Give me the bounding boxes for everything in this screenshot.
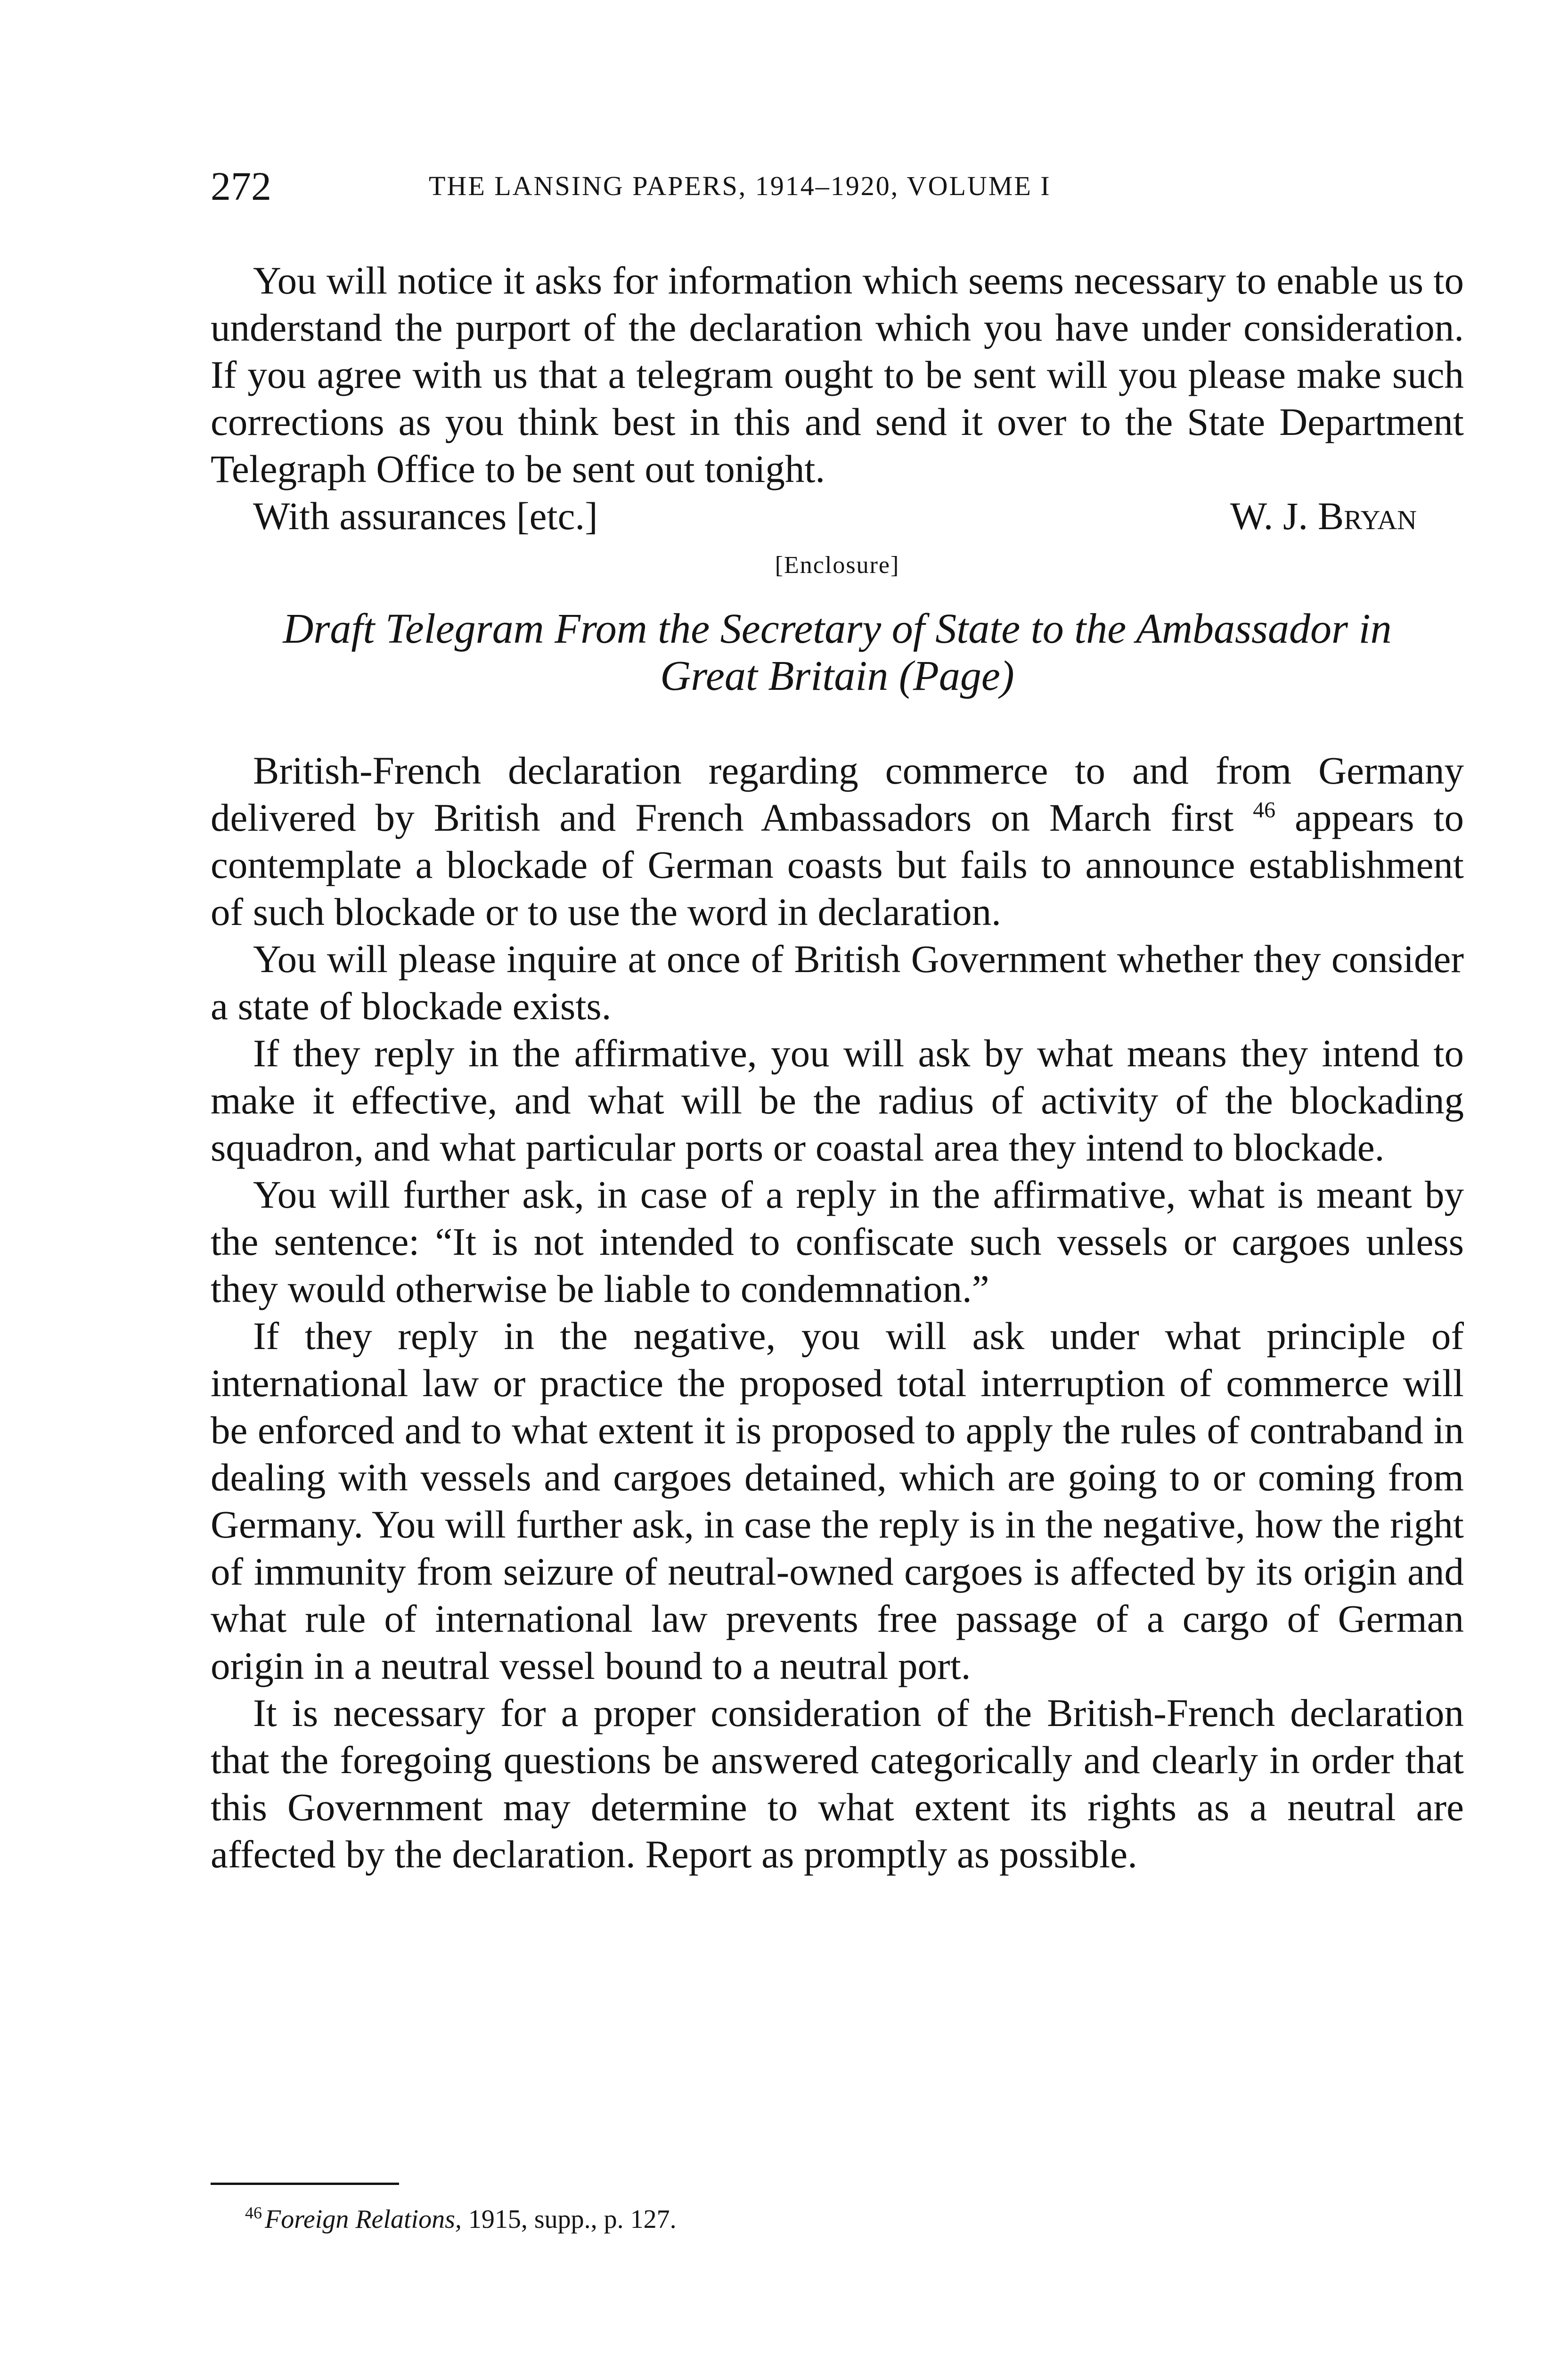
footnote [245, 2198, 677, 2241]
letter-closing: With assurances [etc.] [253, 494, 598, 538]
page-header [211, 160, 1464, 212]
letter-paragraph: You will notice it asks for information which seems necessary to enable us to understand the purport of the declaration which you have under consideration. If you agree with us that a telegram ought to be sent will you please make such corrections as you think best in this and send it over to the State Department Telegraph Office to be sent out tonight. [211, 259, 1464, 491]
enclosure-paragraph: You will please inquire at once of British Government whether they consider a state of blockade exists. [211, 937, 1464, 1028]
enclosure-title-line: Great Britain (Page) [660, 653, 1014, 699]
enclosure-paragraph: It is necessary for a proper consideration of the British-French declaration that the foregoing questions be answered categorically and clearly in order that this Government may determine to what extent its rights as a neutral are affected by the declaration. Report as promptly as possible. [211, 1691, 1464, 1876]
footnote-source: Foreign Relations, [265, 2205, 462, 2234]
page-number: 272 [211, 164, 271, 209]
letter-signer: W. J. Bryan [1230, 494, 1417, 538]
enclosure-paragraph: If they reply in the negative, you will ask under what principle of international law or practice the proposed total interruption of commerce will be enforced and to what extent it is proposed to apply the rules of contraband in dealing with vessels and cargoes detained, which are going to or coming from Germany. You will further ask, in case the reply is in the negative, how the right of immunity from seizure of neutral-owned cargoes is affected by its origin and what rule of international law prevents free passage of a cargo of German origin in a neutral vessel bound to a neutral port. [211, 1314, 1464, 1687]
enclosure-paragraph [211, 747, 1464, 935]
footnote-mark: 46 [245, 2203, 262, 2223]
enclosure-title-line: Draft Telegram From the Secretary of State to the Ambassador in [283, 605, 1392, 652]
enclosure-paragraph-text: appears to contemplate a blockade of German coasts but fails to announce establishment of such blockade or to use the word in declaration. [211, 796, 1464, 933]
enclosure-paragraph-text: British-French declaration regarding commerce to and from Germany delivered by British and French Ambassadors on March first [211, 749, 1464, 839]
page-body [211, 257, 1464, 1878]
footnote-reference: 46 [1253, 797, 1276, 823]
footnote-divider [211, 2183, 399, 2185]
enclosure-title [211, 605, 1464, 700]
running-head: THE LANSING PAPERS, 1914–1920, VOLUME I [429, 171, 1051, 201]
enclosure-paragraph: If they reply in the affirmative, you will ask by what means they intend to make it effective, and what will be the radius of activity of the blockading squadron, and what particular ports or coastal area they intend to blockade. [211, 1031, 1464, 1169]
enclosure-label: [Enclosure] [775, 552, 900, 579]
enclosure-paragraph: You will further ask, in case of a reply in the affirmative, what is meant by the sentence: “It is not intended to confiscate such vessels or cargoes unless they would otherwise be liable to condemnation.” [211, 1173, 1464, 1310]
signature-line [211, 492, 1464, 540]
footnote-citation: 1915, supp., p. 127. [468, 2205, 677, 2234]
